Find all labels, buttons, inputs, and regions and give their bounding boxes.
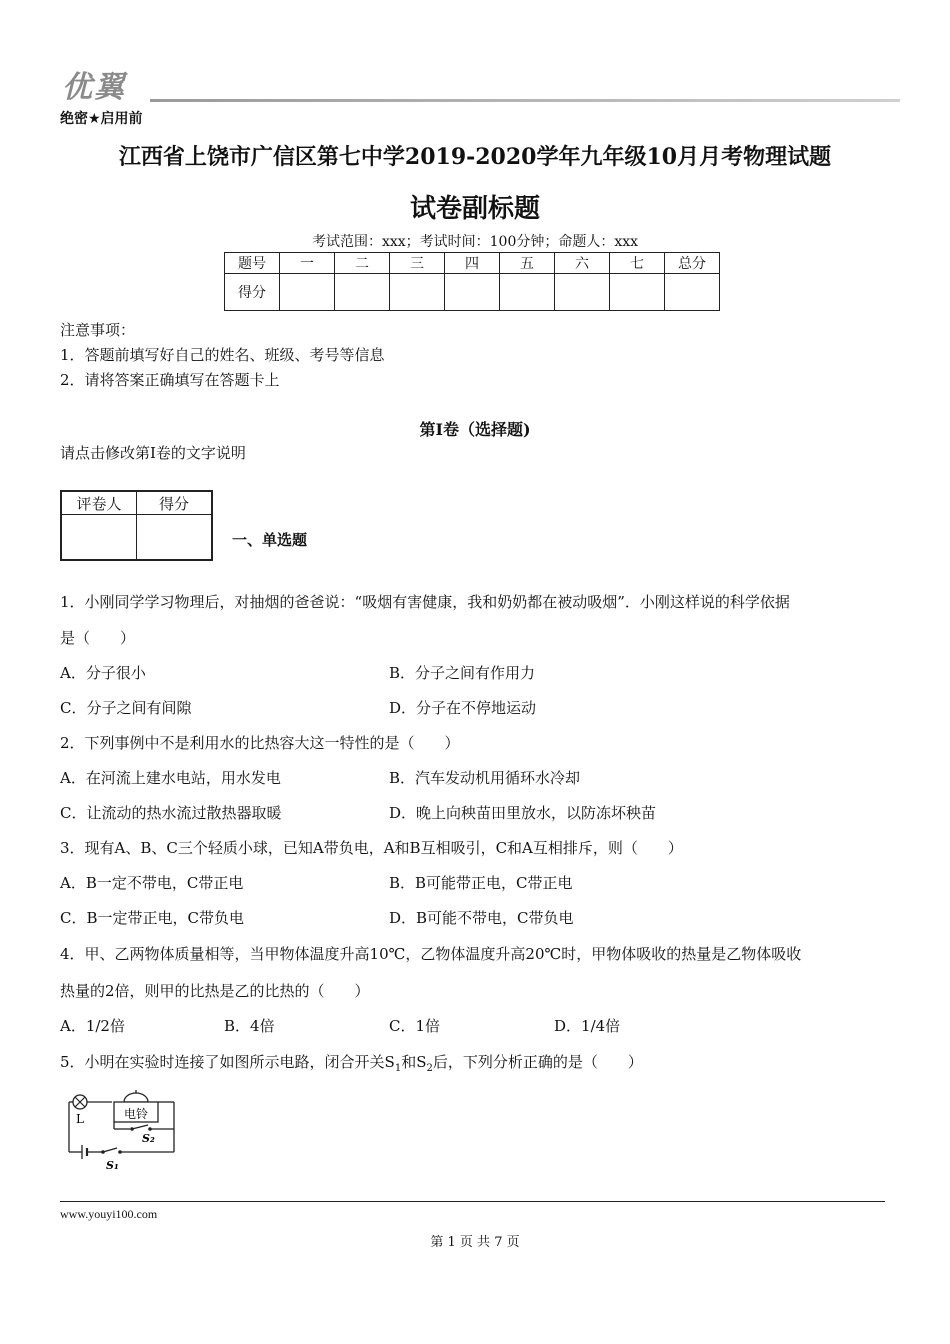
switch-s1-icon (101, 1148, 122, 1154)
option-c[interactable]: C．B一定带正电，C带负电 (60, 909, 244, 927)
reviewer-cell[interactable] (61, 515, 137, 561)
question-stem: 1．小刚同学学习物理后，对抽烟的爸爸说：“吸烟有害健康，我和奶奶都在被动吸烟”．小刚这样说的科学依据 (60, 593, 790, 611)
option-c[interactable]: C．1倍 (389, 1017, 441, 1035)
footer-url[interactable]: www.youyi100.com (60, 1207, 158, 1221)
reviewer-score-header: 得分 (137, 491, 213, 515)
score-cell[interactable] (390, 274, 445, 311)
section-title: 一、单选题 (232, 531, 308, 549)
option-a[interactable]: A．分子很小 (60, 664, 146, 682)
score-header-cell: 七 (610, 253, 665, 274)
score-header-cell: 四 (445, 253, 500, 274)
option-b[interactable]: B．分子之间有作用力 (389, 664, 536, 682)
option-a[interactable]: A．B一定不带电，C带正电 (60, 874, 244, 892)
notes-item: 1．答题前填写好自己的姓名、班级、考号等信息 (60, 346, 385, 364)
score-cell[interactable] (610, 274, 665, 311)
notes (60, 318, 385, 393)
score-table (224, 252, 720, 311)
reviewer-table (60, 490, 213, 561)
header-rule (150, 99, 900, 102)
option-c[interactable]: C．分子之间有间隙 (60, 699, 192, 717)
page-number: 第 1 页 共 7 页 (430, 1235, 520, 1250)
score-cell[interactable] (555, 274, 610, 311)
option-d[interactable]: D．分子在不停地运动 (389, 699, 537, 717)
lamp-icon (73, 1095, 87, 1109)
exam-subtitle: 试卷副标题 (409, 194, 540, 224)
option-b[interactable]: B．B可能带正电，C带正电 (389, 874, 573, 892)
score-header-cell: 一 (280, 253, 335, 274)
question-stem: 是（ ） (60, 629, 136, 647)
score-cell[interactable] (665, 274, 720, 311)
score-row-label: 得分 (225, 274, 280, 311)
question-stem: 2．下列事例中不是利用水的比热容大这一特性的是（ ） (60, 734, 460, 752)
score-header-cell: 总分 (665, 253, 720, 274)
score-header-cell: 六 (555, 253, 610, 274)
option-d[interactable]: D．1/4倍 (554, 1017, 621, 1035)
circuit-diagram (62, 1082, 182, 1177)
question-stem: 5．小明在实验时连接了如图所示电路，闭合开关$S_1$和$S_2$后，下列分析正确的是（ ） (60, 1053, 643, 1074)
option-d[interactable]: D．B可能不带电，C带负电 (389, 909, 574, 927)
option-b[interactable]: B．汽车发动机用循环水冷却 (389, 769, 581, 787)
switch-s1-label: S₁ (106, 1159, 119, 1172)
logo: 优翼 (62, 70, 126, 105)
volume-title: 第I卷（选择题) (419, 420, 531, 439)
score-header-cell: 三 (390, 253, 445, 274)
question-stem: 4．甲、乙两物体质量相等，当甲物体温度升高10℃，乙物体温度升高20℃时，甲物体吸收的热量是乙物体吸收 (60, 945, 802, 963)
reviewer-score-cell[interactable] (137, 515, 213, 561)
score-header-cell: 题号 (225, 253, 280, 274)
notes-item: 2．请将答案正确填写在答题卡上 (60, 371, 280, 389)
exam-info: 考试范围：xxx；考试时间：100分钟；命题人：xxx (311, 234, 639, 250)
score-cell[interactable] (280, 274, 335, 311)
footer-rule (60, 1201, 885, 1202)
question-stem: 热量的2倍，则甲的比热是乙的比热的（ ） (60, 982, 370, 1000)
switch-s2-label: S₂ (142, 1132, 155, 1145)
score-cell[interactable] (335, 274, 390, 311)
reviewer-header: 评卷人 (61, 491, 137, 515)
exam-title: 江西省上饶市广信区第七中学2019-2020学年九年级10月月考物理试题 (118, 144, 832, 170)
question-stem: 3．现有A、B、C三个轻质小球，已知A带负电，A和B互相吸引，C和A互相排斥，则（ ） (60, 839, 683, 857)
option-d[interactable]: D．晚上向秧苗田里放水，以防冻坏秧苗 (389, 804, 657, 822)
notes-heading: 注意事项： (60, 321, 136, 339)
option-b[interactable]: B．4倍 (224, 1017, 275, 1035)
bell-label: 电铃 (123, 1107, 149, 1121)
option-a[interactable]: A．1/2倍 (60, 1017, 125, 1035)
score-cell[interactable] (500, 274, 555, 311)
volume-desc: 请点击修改第I卷的文字说明 (60, 444, 246, 462)
option-a[interactable]: A．在河流上建水电站，用水发电 (60, 769, 281, 787)
lamp-label: L (76, 1112, 84, 1126)
score-cell[interactable] (445, 274, 500, 311)
battery-icon (82, 1145, 87, 1159)
switch-s2-icon (130, 1125, 152, 1131)
option-c[interactable]: C．让流动的热水流过散热器取暖 (60, 804, 282, 822)
score-header-cell: 五 (500, 253, 555, 274)
score-header-cell: 二 (335, 253, 390, 274)
secret-label: 绝密★启用前 (60, 111, 143, 127)
